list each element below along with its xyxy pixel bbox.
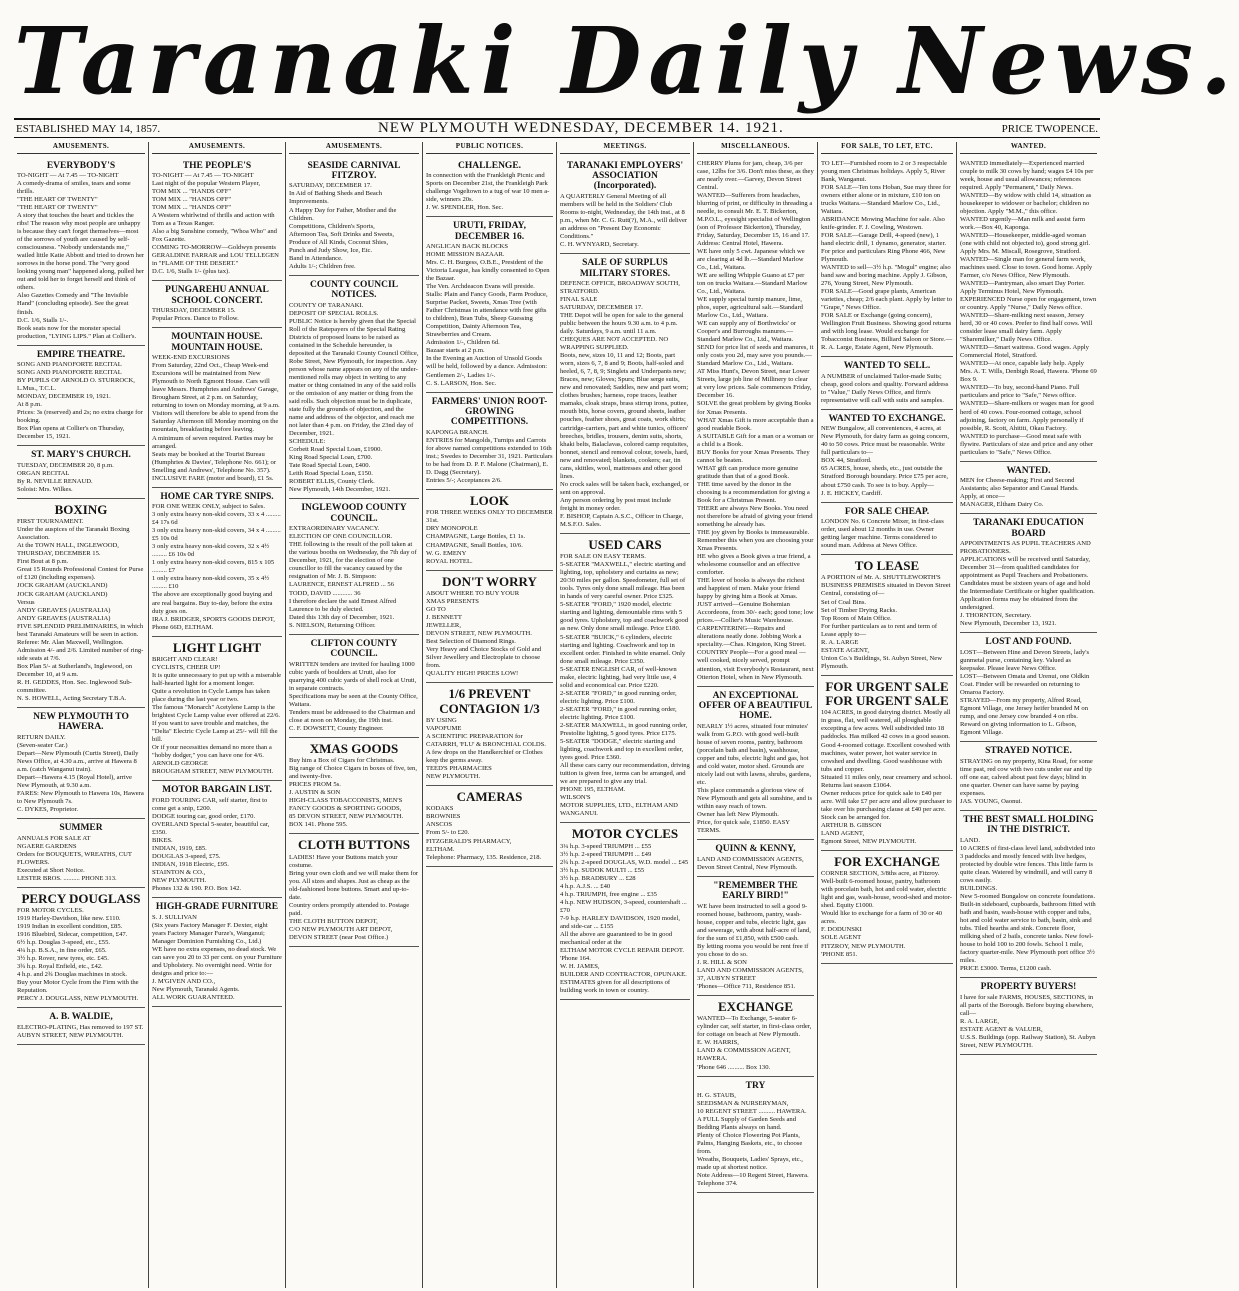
advertisement-headline: STRAYED NOTICE.: [985, 746, 1072, 757]
advertisement: [289, 635, 419, 738]
advertisement: [152, 637, 282, 782]
advertisement-headline: INGLEWOOD COUNTY COUNCIL.: [301, 503, 407, 524]
advertisement-text: A QUARTERLY General Meeting of all members will be held in the Soldiers' Club Rooms to-night, Wednesday, the 14th inst., at 8 p.m., when Mr. C. G. Rutt(?), M.A., will deliver an address on "Present Day Economic Conditions." C. H. WYNYARD, Secretary.: [560, 192, 688, 249]
advertisement-text: ANGLICAN BACK BLOCKS HOME MISSION BAZAAR. Mrs. C. H. Burgess, O.B.E., President of the Victoria League, has kindly consented to Open the Bazaar. The Ven. Archdeacon Evans will preside. Stalls: Plain and Fancy Goods, Farm Produce, Surprise Packet, Sweets, Xmas Tree (with Father Christmas in attendance with free gifts to children), Bran Tubs, Sheep Guessing Competition, Dainty Afternoon Tea, Strawberries and Cream. Admission 1/-, Children 6d. Bazaar starts at 2 p.m. In the Evening an Auction of Unsold Goods will be held, followed by a dance. Admission: Gentlemen 2/-, Ladies 1/-. C. S. LARSON, Hon. Sec.: [426, 243, 550, 387]
advertisement: [289, 157, 419, 276]
advertisement-text: SATURDAY, DECEMBER 17. In Aid of Bathing Sheds and Beach Improvements. A Happy Day for Father, Mother and the Children. Competitions, Children's Sports, Afternoon Tea, Soft Drinks and Sweets, Produce of All Kinds, Coconut Shies, Punch and Judy Show, Ice, Etc. Band in Attendance. Adults 1/-; Children free.: [289, 182, 397, 270]
advertisement: [426, 157, 553, 218]
advertisement: [821, 555, 953, 676]
dateline: [14, 118, 1100, 138]
advertisement-headline: SALE OF SURPLUS MILITARY STORES.: [579, 258, 671, 279]
advertisement: [960, 157, 1097, 462]
advertisement-text: WE have been instructed to sell a good 9-roomed house, bathroom, pantry, wash-house, copper and tubs, electric light, gas and sewerage, with about half-acre of land, for the sum of £1,850, with £500 cash. By letting rooms you would be rent free if you chose to do so. J. R. HILL & SON LAND AND COMMISSION AGENTS, 37, AUBYN STREET 'Phones—Office 711, Residence 851.: [697, 902, 811, 990]
advertisement-headline: 1/6 PREVENT CONTAGION 1/3: [439, 686, 540, 716]
advertisement-headline: SUMMER: [59, 823, 103, 834]
advertisement: [821, 357, 953, 410]
advertisement-headline: EXCHANGE: [717, 999, 794, 1015]
advertisement-headline: CAMERAS: [456, 789, 523, 805]
advertisement: [426, 490, 553, 571]
advertisement: [560, 823, 690, 1000]
advertisement-headline: TO LEASE: [854, 558, 920, 574]
advertisement-headline: EMPIRE THEATRE.: [36, 349, 126, 360]
advertisement-text: WANTED immediately—Experienced married couple to milk 30 cows by hand; wages £4 10s per week, house and usual allowances; references required. Apply "Permanent," Daily News. WANTED—By widow with child 14, situation as housekeeper to widower or bachelor; children no objection. Apply "M.M.," this office. WANTED urgently—Man milk and assist farm work.—Box 40, Kaponga. WANTED—Housekeeper, middle-aged woman (one with child not objected to), good strong girl. Apply Mrs. M. Miscall, Rosegrove, Stratford. WANTED—Single man for general farm work, machines used. Close to town. Good home. Apply Farmer, c/o News Office, New Plymouth. WANTED—Pantryman, also smart Day Porter. Apply Terminus Hotel, New Plymouth. EXPERIENCED Nurse open for engagement, town or country. Apply "Nurse," Daily News office. WANTED—Share-milking next season, Jersey herd, 30 or 40 cows. Prefer to find half cows. Will consider lease small dairy farm. Apply "Sharemilker," Daily News Office. WANTED—Smart waitress. Good wages. Apply Commercial Hotel, Stratford. WANTED—At once, capable lady help. Apply Mrs. A. T. Wills, Denbigh Road, Hawera. 'Phone 69 Box 9. WANTED—To buy, second-hand Piano. Full particulars and price to "Safe," News office. WANTED—Share-milkers or wages man for good herd of 40 cows. Four-roomed cottage, school adjoining, factory on farm. Apply personally if possible, R. Scott, Ahititi, Okau Factory. WANTED to purchase—Good meat safe with flywire. Particulars of size and price and any other particulars to "Safe," News Office.: [960, 159, 1097, 456]
column-6: [693, 142, 817, 1288]
advertisement: [697, 877, 814, 996]
advertisement-headline: SEASIDE CARNIVAL FITZROY.: [307, 160, 401, 181]
advertisement-headline: FOR EXCHANGE: [834, 853, 940, 869]
advertisement-text: LADIES! Have your Buttons match your costume. Bring your own cloth and we will make them for you. All sizes and shapes. Just as cheap as the old-fashioned bone buttons. Smart and up-to-date. Country orders promptly attended to. Postage paid. THE CLOTH BUTTON DEPOT, C/O NEW PLYMOUTH ART DEPOT, DEVON STREET (near Post Office.): [289, 853, 419, 941]
advertisement-text: KAPONGA BRANCH. ENTRIES for Mangolds, Turnips and Carrots for above named competitions extended to 16th inst.; Swedes to December 31, 1921. Particulars to be had from D. P. F. Malone (Chairman), E. D. Dagg (Secretary). Entries 5/-; Acceptances 2/6.: [426, 428, 553, 485]
advertisement-headline: FOR URGENT SALE FOR URGENT SALE: [825, 678, 949, 709]
advertisement: [697, 840, 814, 877]
advertisement-headline: ST. MARY'S CHURCH.: [31, 450, 131, 461]
advertisement: [960, 462, 1097, 515]
advertisement: [426, 393, 553, 491]
advertisement-text: COUNTY OF TARANAKI. DEPOSIT OF SPECIAL ROLLS. PUBLIC Notice is hereby given that the Special Roll of the Ratepayers of the Special Rating Districts of proposed loans to be raised as contained in the Schedule hereunder, is deposited at the Taranaki County Council Office, Robe Street, New Plymouth, for inspection. Any person whose name appears on any of the under-mentioned rolls may object in writing to any matter or thing contained in any of the said rolls or the omission of any matter or thing from the said rolls. Such objection must be in duplicate, state fully the grounds of objection, and the name and address of the objector, and reach me not later than 4 p.m. on Friday, the 23nd day of December, 1921. SCHEDULE: Corbett Road Special Loan, £1900. King Road Special Loan, £700. Tate Road Special Loan, £400. Leith Road Special Loan, £150. ROBERT ELLIS, County Clerk. New Plymouth, 14th December, 1921.: [289, 301, 419, 494]
advertisement-headline: COUNTY COUNCIL NOTICES.: [309, 279, 399, 301]
column-heading: MEETINGS.: [560, 142, 690, 154]
column-heading: AMUSEMENTS.: [289, 142, 419, 154]
advertisement-text: THURSDAY, DECEMBER 15. Popular Prices. Dance to Follow.: [152, 307, 239, 323]
advertisement-headline: LOOK: [469, 493, 509, 509]
column-heading: AMUSEMENTS.: [17, 142, 145, 154]
advertisement-text: DEFENCE OFFICE, BROADWAY SOUTH, STRATFORD. FINAL SALE SATURDAY, DECEMBER 17. THE Depot will be open for sale to the general public between the hours 9.30 a.m. to 4 p.m. daily. Saturdays, 9 a.m. until 11 a.m. CHEQUES ARE NOT ACCEPTED. NO WRAPPING SUPPLIED. Boots, new, sizes 10, 11 and 12; Boots, part worn, sizes 6, 7, 8 and 9; Boots, half-soled and heeled, 6, 7, 8, 9; Singlets and Underpants new; Braces, new; Gloves; Spurs; Blue serge suits, new and renovated; Saddles, new and part worn; clothes brushes; harness, rope traces, leather mamaks, cloak straps, brass stirrup irons, puttee, mouth bits, horse covers, ground sheets, leather pouches, feather shoes, great coats, work shirts; cartridge-carriers, part and white tunics, officers' breeches, bridles, trousers, denim suits, shorts, khaki belts, Balaclavas, colored camp requisites, bonnet, stencil and removal colour, towels, hard, new and renovated; blankets, cookers; ear, tin cans, skittles, wool, mattresses and other good lines. No crock sales will be taken back, exchanged, or sent on approval. Any person ordering by post must include freight in money order. F. BISHOP, Captain A.S.C., Officer in Charge, M.S.F.O. Sales.: [560, 279, 689, 528]
advertisement-headline: HOME CAR TYRE SNIPS.: [160, 491, 274, 502]
place-date-line: NEW PLYMOUTH WEDNESDAY, DECEMBER 14. 1921.: [377, 120, 784, 136]
advertisement-text: I have for sale FARMS, HOUSES, SECTIONS, in all parts of the Borough. Before buying elsewhere, call— R. A. LARGE, ESTATE AGENT & VALUER, U.S.S. Buildings (opp. Railway Station), St. Aubyn Street, NEW PLYMOUTH.: [960, 993, 1096, 1049]
advertisement-headline: MOTOR BARGAIN LIST.: [162, 785, 272, 796]
advertisement: [426, 786, 553, 867]
advertisement-text: FIRST TOURNAMENT. Under the auspices of the Taranaki Boxing Association. At the TOWN HALL, INGLEWOOD, THURSDAY, DECEMBER 15. First Bout at 8 p.m. Great 15 Rounds Professional Contest for Purse of £120 (including expenses). JOCK GRAHAM (AUCKLAND) JOCK GRAHAM (AUCKLAND) Versus ANDY GREAVES (AUSTRALIA) ANDY GREAVES (AUSTRALIA) FIVE SPLENDID PRELIMINARIES, in which best Taranaki Amateurs will be seen in action. Referee: Mr. Alan Maxwell, Wellington. Admission 4/- and 2/6. Limited number of ring-side seats at 7/6. Box Plan 5/- at Sutherland's, Inglewood, on December 10, at 9 a.m. R. H. GEDDES, Hon. Sec. Inglewood Sub-committee. N. S. HOWELL, Acting Secretary T.B.A.: [17, 518, 144, 702]
column-1: [14, 142, 148, 1288]
advertisement-text: EXTRAORDINARY VACANCY. ELECTION OF ONE COUNCILLOR. THE following is the result of the poll taken at the various booths on Wednesday, the 7th day of December, 1921, for the election of one councillor to fill the vacancy caused by the resignation of Mr. J. B. Simpson: LAURENCE, ERNEST ALFRED ... 56 TODD, DAVID ............ 36 I therefore declare the said Ernest Alfred Laurence to be duly elected. Dated this 13th day of December, 1921. S. NIELSON, Returning Officer.: [289, 525, 417, 629]
advertisement: [426, 683, 553, 786]
advertisement-text: STRAYING on my property, Kina Road, for some time past, red cow with two cuts under ear and tip off one ear, calved about past few days; blind in one quarter. Owner can have same by paying expenses. JAS. YOUNG, Oaonui.: [960, 757, 1093, 805]
advertisement: [821, 410, 953, 503]
advertisement: [697, 1077, 814, 1194]
advertisement-headline: THE BEST SMALL HOLDING IN THE DISTRICT.: [963, 814, 1094, 836]
advertisement-text: TO-NIGHT — At 7.45 — TO-NIGHT Last night of the popular Western Player, TOM MIX ... "HANDS OFF" TOM MIX ... "HANDS OFF" TOM MIX ... "HANDS OFF" A Western whirlwind of thrills and action with Tom as a Texas Ranger. Also a big Sunshine comedy, "Whoa Who" and Fox Gazette. COMING TO-MORROW—Goldwyn presents GERALDINE FARRAR and LOU TELLEGEN in "FLAME OF THE DESERT." D.C. 1/6, Stalls 1/- (plus tax).: [152, 171, 279, 276]
advertisement-text: TO-NIGHT — At 7.45 — TO-NIGHT A comedy-drama of smiles, tears and some thrills. "THE HEART OF TWENTY" "THE HEART OF TWENTY" A story that touches the heart and tickles the ribs! The reason why most people are unhappy is because they can't forget themselves—most of the sorrows of youth are caused by self-consciousness. "Nobody understands me," wailed little Katie Abbott and tried to drown her sorrows in the horse pond. The "very good looking young man" happened along, pulled her out and told her to forget herself and think of others. Also Gazettes Comedy and "The Invisible Hand" (concluding episode). See the great finish. D.C. 1/6, Stalls 1/-. Book seats now for the monster special production, "LYING LIPS." Plan at Collier's.: [17, 171, 145, 340]
advertisement-text: ELECTRO-PLATING, Has removed to 197 ST. AUBYN STREET, NEW PLYMOUTH.: [17, 1023, 144, 1039]
advertisement-headline: LIGHT LIGHT: [172, 639, 262, 655]
advertisement-text: H. G. STAUB, SEEDSMAN & NURSERYMAN, 10 REGENT STREET .......... HAWERA. A FULL Supply of Garden Seeds and Bedding Plants always on hand. Plenty of Choice Flowering Pot Plants, Palms, Hanging Baskets, etc., to choose from. Wreaths, Bouquets, Ladies' Sprays, etc., made up at shortest notice. Note Address—10 Regent Street, Hawera. Telephone 374.: [697, 1091, 809, 1188]
advertisement: [560, 157, 690, 255]
advertisement: [960, 633, 1097, 742]
advertisement: [152, 281, 282, 328]
advertisement-headline: BOXING: [54, 501, 108, 517]
advertisement-text: FORD TOURING CAR, self starter, first to come get a snip, £200. DODGE touring car, good order, £170. OVERLAND Special 5-seater, beautiful car, £350. BIKES. INDIAN, 1919, £85. DOUGLAS 3-speed, £75. INDIAN, 1918 Electric, £95. STAINTON & CO., NEW PLYMOUTH. Phones 132 & 190. P.O. Box 142.: [152, 796, 270, 893]
advertisement: [17, 346, 145, 447]
column-heading: AMUSEMENTS.: [152, 142, 282, 154]
advertisement: [560, 254, 690, 534]
advertisement-headline: TARANAKI EMPLOYERS' ASSOCIATION (Incorporated).: [566, 160, 684, 192]
advertisement-headline: MOUNTAIN HOUSE. MOUNTAIN HOUSE.: [171, 332, 263, 353]
advertisement-text: APPOINTMENTS AS PUPIL TEACHERS AND PROBATIONERS. APPLICATIONS will be received until Saturday, December 31—from qualified candidates for appointment as Pupil Teachers and Probationers. Candidates must be sixteen years of age and hold the Intermediate Certificate or higher qualification. Application forms may be obtained from the undersigned. J. THORNTON, Secretary. New Plymouth, December 13, 1921.: [960, 540, 1095, 628]
advertisement-headline: NEW PLYMOUTH TO HAWERA.: [33, 711, 129, 733]
advertisement-text: FOR SALE ON EASY TERMS. 5-SEATER "MAXWELL," electric starting and lighting, top, upholstery and curtains as new; 20/30 miles per gallon. Speedometer, full set of tools. Tyres only done small mileage. Has been in hands of very careful owner. Price £325. 5-SEATER "FORD," 1920 model, electric starting and lighting, demountable rims with 5 good tyres. Upholstery, top and coachwork good as new. Only done small mileage. Price £180. 5-SEATER "BUICK," 6 cylinders, electric starting and lighting. Coachwork and top in excellent order. Finished in white enamel. Only done small mileage. Price £350. 5-SEATER ENGLISH CAR, of well-known make, electric lighting, had very little use, 4 solid and economical car. Price £220. 2-SEATER "FORD," in good running order, electric lighting. Price £100. 2-SEATER "FORD," in good running order, electric lighting. Price £100. 2-SEATER MAXWELL, in good running order, Prestolite lighting, 5 good tyres. Price £175. 5-SEATER "DODGE," electric starting and lighting, coachwork and top in excellent order, tyres good. Price £360. All these cars carry our recommendation, driving tuition is given free, terms can be arranged, and we are prepared to give any trial. PHONE 195, ELTHAM. WILSON'S MOTOR SUPPLIES, LTD., ELTHAM AND WANGANUI.: [560, 553, 690, 818]
advertisement: [17, 446, 145, 499]
column-7: [817, 142, 956, 1288]
column-5: [556, 142, 693, 1288]
advertisement-headline: USED CARS: [588, 536, 662, 552]
advertisement-headline: A. B. WALDIE,: [49, 1012, 113, 1023]
advertisement: [426, 571, 553, 684]
advertisement-text: WANTED—To Exchange, 5-seater 6-cylinder car, self starter, in first-class order, for cottage on beach at New Plymouth. E. W. HARRIS, LAND & COMMISSION AGENT, HAWERA. 'Phone 646 .......... Box 130.: [697, 1015, 812, 1071]
advertisement: [17, 708, 145, 819]
advertisement-text: ABOUT WHERE TO BUY YOUR XMAS PRESENTS GO TO J. BENNETT JEWELLER, DEVON STREET, NEW PLYMOUTH. Best Selection of Diamond Rings. Very Heavy and Choice Stocks of Gold and Silver Jewellery and Electroplate to choose from. QUALITY HIGH! PRICES LOW!: [426, 589, 542, 678]
advertisement: [821, 676, 953, 851]
advertisement: [289, 834, 419, 947]
advertisement-text: S. J. SULLIVAN (Six years Factory Manager F. Dexter, eight years Factory Manager Furze's, Wanganui; Manager Dominion Furnishing Co., Ltd.) WE have no extra expenses, no dead stock. We can save you 20 to 33 per cent. on your Furniture and Upholstery. No overnight need. Write for designs and price to:— J. M'GIVEN AND CO., New Plymouth, Taranaki Agents. ALL WORK GUARANTEED.: [152, 913, 282, 1001]
column-heading: FOR SALE, TO LET, ETC.: [821, 142, 953, 154]
advertisement: [960, 514, 1097, 633]
advertisement-text: CORNER SECTION, 3/8ths acre, at Fitzroy. Well-built 6-roomed house, pantry, bathroom with porcelain bath, hot and cold water, electric light and gas, wash-house, wood-shed and motor-shed. Equity £1000. Would like to exchange for a farm of 30 or 40 acres. F. DODUNSKI SOLE AGENT FITZROY, NEW PLYMOUTH. 'PHONE 851.: [821, 870, 952, 958]
advertisement: [426, 217, 553, 392]
advertisement: [697, 157, 814, 687]
advertisement-headline: PERCY DOUGLASS: [21, 890, 141, 906]
advertisement: [152, 488, 282, 637]
advertisement-text: LONDON No. 6 Concrete Mixer, in first-class order, used about 12 months in use. Owner getting larger machine. Terms considered to sound man. Address at News Office.: [821, 518, 944, 550]
advertisement-headline: CLOTH BUTTONS: [297, 837, 411, 853]
advertisement: [17, 499, 145, 708]
advertisement: [152, 898, 282, 1007]
advertisement-text: 3¼ h.p. 3-speed TRIUMPH ... £55 3½ h.p. 2-speed TRIUMPH ... £49 2¾ h.p. 2-speed DOUGLAS, W.D. model ... £45 3½ h.p. SUDOK MULTI ... £55 3½ h.p. BRADBURY ... £28 4 h.p. A.J.S. ... £40 4 h.p. TRIUMPH, free engine ... £35 4 h.p. NEW HUDSON, 3-speed, countershaft ... £70 7-9 h.p. HARLEY DAVIDSON, 1920 model, and side-car ... £155 All the above are guaranteed to be in good mechanical order at the ELTHAM MOTOR CYCLE REPAIR DEPOT. 'Phone 164. W. H. JAMES, BUILDER AND CONTRACTOR, OPUNAKE. ESTIMATES given for all descriptions of building work in town or country.: [560, 842, 689, 995]
advertisement: [289, 499, 419, 634]
advertisement: [697, 687, 814, 841]
advertisement-headline: XMAS GOODS: [309, 740, 399, 756]
column-heading: MISCELLANEOUS.: [697, 142, 814, 154]
column-heading: WANTED.: [960, 142, 1097, 154]
advertisement: [960, 811, 1097, 978]
advertisement: [17, 888, 145, 1009]
advertisement-headline: PUNGAREHU ANNUAL SCHOOL CONCERT.: [165, 285, 269, 306]
advertisement: [17, 1008, 145, 1045]
advertisement: [697, 996, 814, 1077]
advertisement-headline: WANTED TO SELL.: [843, 361, 931, 372]
advertisement: [289, 738, 419, 835]
advertisement-headline: "REMEMBER THE EARLY BIRD!": [713, 880, 798, 902]
advertisement-headline: LOST AND FOUND.: [985, 637, 1072, 648]
advertisement-text: A NUMBER of unclaimed Tailor-made Suits; cheap, good colors and quality. Forward address to "Value," Daily News Office, and firm's representative will call with suits and samples.: [821, 372, 949, 404]
advertisement-text: WRITTEN tenders are invited for hauling 1000 cubic yards of boulders at Uruti, also for quarrying 400 cubic yards of shell rock at Uruti, in separate contracts. Specifications may be seen at the County Office, Waitara. Tenders must be addressed to the Chairman and close at noon on Monday, the 19th inst. C. F. DOWSETT, County Engineer.: [289, 660, 418, 732]
advertisement-headline: FARMERS' UNION ROOT-GROWING COMPETITIONS.: [431, 396, 548, 428]
advertisement-text: A PORTION of Mr. A. SHUTTLEWORTH'S BUSINESS PREMISES situated in Devon Street Central, consisting of— Set of Coal Bins. Set of Timber Drying Racks. Top Room of Main Office. For further particulars as to rent and term of Lease apply to— R. A. LARGE ESTATE AGENT, Union Co.'s Buildings, St. Aubyn Street, New Plymouth.: [821, 574, 951, 670]
advertisement-text: Buy him a Box of Cigars for Christmas. Big range of Choice Cigars in boxes of five, ten, and twenty-five. PRICES FROM 5s. J. AUSTIN & SON HIGH-CLASS TOBACCONISTS, MEN'S FANCY GOODS & SPORTING GOODS, 85 DEVON STREET, NEW PLYMOUTH. BOX 141. Phone 595.: [289, 757, 417, 829]
column-8: [956, 142, 1100, 1288]
advertisement-headline: DON'T WORRY: [442, 573, 537, 589]
advertisement-headline: EVERYBODY'S: [46, 160, 116, 171]
advertisement-headline: WANTED.: [1006, 465, 1051, 476]
column-4: [422, 142, 556, 1288]
advertisement-text: BY USING VAPOFUME A SCIENTIFIC PREPARATION for CATARRH, 'FLU' & BRONCHIAL COLDS. A few drops on the Handkerchief or Clothes keep the germs away. TEED'S PHARMACIES NEW PLYMOUTH.: [426, 716, 546, 781]
advertisement: [289, 276, 419, 500]
advertisement: [821, 503, 953, 556]
established-line: ESTABLISHED MAY 14, 1857.: [16, 122, 161, 135]
advertisement-headline: QUINN & KENNY,: [715, 844, 796, 855]
advertisement-text: TO LET—Furnished room to 2 or 3 respectable young men Christmas holidays. Apply 5, River Bank, Wanganui. FOR SALE—Ten tons Hoban, Sue may three for owners either alone or in mixture, £10 ton on trucks Waitara.—Standard Marlow Co., Ltd., Waitara. ABRIDANCE Mowing Machine for sale. Also knife-grinder. F. J. Cowling, Westown. FOR SALE—Garage Drill, 4-speed (new), 1 hand electric drill, 1 dynamo, generator, starter. For price and particulars Ring Phone 466, New Plymouth. WANTED to sell—3½ h.p. "Mogul" engine; also band saw and boring machine. Apply J. Gibson, 276, Young Street, New Plymouth. FOR SALE—Good grape plants, American varieties, cheap; 2/6 each plant. Apply by letter to "Grape," News Office. FOR SALE or Exchange (going concern), Wellington Fruit Business. Showing good returns and with long lease. Would exchange for Tobacconist Business, Billiard Saloon or Store.—R. A. Large, Estate Agent, New Plymouth.: [821, 159, 953, 352]
advertisement-text: RETURN DAILY. (Seven-seater Car.) Depart—New Plymouth (Curtis Street), Daily News Office, at 4.30 a.m., arrive at Hawera 8 a.m. (catch Wanganui train). Depart—Hawera 4.15 (Royal Hotel), arrive New Plymouth, at 9.30 a.m. FARES: New Plymouth to Hawera 10s, Hawera to New Plymouth 7s. C. DYKES, Proprietor.: [17, 733, 144, 814]
advertisement-headline: AN EXCEPTIONAL OFFER OF A BEAUTIFUL HOME.: [698, 690, 813, 722]
advertisement-headline: HIGH-GRADE FURNITURE: [155, 902, 279, 913]
advertisement-headline: WANTED TO EXCHANGE.: [828, 413, 946, 424]
advertisement-text: ANNUALS FOR SALE AT NGAERE GARDENS Orders for BOUQUETS, WREATHS, CUT FLOWERS. Executed at Short Notice. LESTER BROS. .......... PHONE 313.: [17, 834, 132, 882]
advertisement-headline: TARANAKI EDUCATION BOARD: [973, 518, 1084, 539]
advertisement-headline: CLIFTON COUNTY COUNCIL.: [310, 638, 398, 660]
advertisement-headline: PROPERTY BUYERS!: [980, 982, 1077, 993]
advertisement-headline: MOTOR CYCLES: [571, 826, 679, 842]
advertisement-text: NEARLY 1½ acres, situated four minutes' walk from G.P.O. with good well-built house of seven rooms, pantry, bathroom (porcelain bath and basin), washhouse, copper and tubs, electric light and gas, hot and cold water, motor shed. Grounds are nicely laid out with lawns, shrubs, gardens, etc. This place commands a glorious view of New Plymouth and gets all sunshine, and is within easy reach of town. Owner has left New Plymouth. Price, for quick sale, £1850. EASY TERMS.: [697, 722, 813, 835]
advertisement-headline: THE PEOPLE'S: [182, 160, 252, 171]
price-line: PRICE TWOPENCE.: [1001, 122, 1098, 135]
advertisement-text: TUESDAY, DECEMBER 20, 8 p.m. ORGAN RECITAL By R. NEVILLE RENAUD. Soloist: Mrs. Wilkes.: [17, 461, 114, 493]
advertisement-text: NEW Bungalow, all conveniences, 4 acres, at New Plymouth, for dairy farm as going concern, 40 to 50 cows. Price must be reasonable. Write full particulars to— BOX 44, Stratford. 65 ACRES, house, sheds, etc., just outside the Stratford Borough boundary. Price £75 per acre, about £750 cash. To see is to buy. Apply— J. E. HICKEY, Cardiff.: [821, 425, 949, 497]
advertisement-headline: URUTI, FRIDAY, DECEMBER 16.: [453, 221, 526, 242]
advertisement-text: FOR THREE WEEKS ONLY TO DECEMBER 31st. DRY MONOPOLE CHAMPAGNE, Large Bottles, £1 1s. CHAMPAGNE, Small Bottles, 10/6. W. G. EMENY ROYAL HOTEL.: [426, 509, 553, 565]
advertisement-text: KODAKS BROWNIES ANSCOS From 5/- to £20. FITZGERALD'S PHARMACY, ELTHAM. Telephone: Pharmacy, 135. Residence, 218.: [426, 805, 542, 861]
advertisement-text: FOR MOTOR CYCLES. 1919 Harley-Davidson, like new. £110. 1919 Indian in excellent condition, £85. 1916 Bluebird, Sidecar, competition, £47. 6½ h.p. Douglas 3-speed, etc., £55. 4¼ h.p. B.S.A., in fine order, £65. 3½ h.p. Rover, new tyres, etc. £45. 3¾ h.p. Royal Enfield, etc., £42. 4 h.p. and 2¾ Douglas machines in stock. Buy your Motor Cycle from the Firm with the Reputation. PERCY J. DOUGLASS, NEW PLYMOUTH.: [17, 907, 139, 1003]
advertisement-text: LAND. 10 ACRES of first-class level land, subdivided into 3 paddocks and mostly fenced with live hedges, protected by double wire fences. This little farm is quite clean. Watered by windmill, and will carry 8 cows easily. BUILDINGS. New 5-roomed Bungalow on concrete foundations. Built-in sideboard, cupboards, bathroom fitted with bath and basin, wash-house with copper and tubs, hot and cold water service to bath, basin, sink and tubs. Tiled hearths and sink. Concrete floor, milking shed of 2 bails, concrete tanks. New fowl-house to hold 100 to 200 fowls. School 1 mile, factory quarter-mile. New Plymouth port office 3½ miles. PRICE £3000. Terms, £1200 cash.: [960, 836, 1096, 973]
advertisement-text: FOR ONE WEEK ONLY, subject to Sales. 3 only extra heavy non-skid covers, 33 x 4 ......... £4 17s 6d 3 only extra heavy non-skid covers, 34 x 4 ......... £5 10s 0d 3 only extra heavy non-skid covers, 32 x 4½ ......... £6 10s 0d 1 only extra heavy non-skid covers, 815 x 105 ......... £7 1 only extra heavy non-skid covers, 35 x 4½ ......... £10 The above are exceptionally good buying and are real bargains. Buy to-day, before the extra duty goes on. IRA J. BRIDGER, SPORTS GOODS DEPOT, Phone 66D, ELTHAM.: [152, 503, 281, 631]
advertisement-text: 104 ACRES, in good dairying district. Mostly all in grass, flat, well watered, all ploughable excepting a few acres. Well subdivided into 18 paddocks. Has milked 42 cows in a good season. Good 4-roomed cottage. Excellent cowshed with machines, water power, hot water service in cowshed and dwelling. Good washhouse with tubs and copper. Situated 11 miles only, near creamery and school. Returns last season £1064. Owner reduces price for quick sale to £40 per acre. Will take £7 per acre and allow purchaser to take over his purchasing clause at £40 per acre. Stock can be arranged for. ARTHUR B. GIBSON LAND AGENT, Egmont Street, NEW PLYMOUTH.: [821, 709, 952, 845]
advertisement: [152, 328, 282, 487]
masthead-title: Taranaki Daily News.: [14, 7, 1239, 115]
advertisement: [152, 781, 282, 898]
advertisement-headline: FOR SALE CHEAP.: [844, 506, 930, 517]
advertisement: [560, 534, 690, 823]
column-heading: PUBLIC NOTICES.: [426, 142, 553, 154]
column-3: [285, 142, 422, 1288]
masthead: [14, 6, 1239, 116]
advertisement-text: WEEK-END EXCURSIONS From Saturday, 22nd Oct., Cheap Week-end Excursions will be maintained from New Plymouth to North Egmont House. Cars will leave Messrs. Humphries and Andrews' Garage, Brougham Street, at 2 p.m. on Saturday, returning to town on Monday morning, at 9 a.m. Visitors will therefore be able to spend from the Saturday Afternoon till Monday morning on the mountain, breakfasting before leaving. A minimum of seven required. Parties may be arranged. Seats may be booked at the Tourist Bureau (Humphries & Davies', Telephone No. 661); or Smelling and Andrews', Telephone No. 357). INCLUSIVE FARE (motor and board), £1 5s.: [152, 354, 280, 482]
advertisement: [152, 157, 282, 282]
advertisement-text: SONG AND PIANOFORTE RECITAL SONG AND PIANOFORTE RECITAL BY PUPILS OF ARNOLD O. STURROCK, L.Mus., T.C.L. MONDAY, DECEMBER 19, 1921. At 8 p.m. Prices: 3s (reserved) and 2s; no extra charge for booking. Box Plan opens at Collier's on Thursday, December 15, 1921.: [17, 361, 143, 441]
advertisement-text: BRIGHT AND CLEAR! CYCLISTS, CHEER UP! It is quite unnecessary to put up with a miserable half-hearted light for a moment longer. Quite a revolution in Cycle Lamps has taken place during the last year or two. The famous "Monarch" Acetylene Lamp is the brightest Cycle Lamp value ever offered at 22/6. If you want to save trouble and matches, the "Delta" Electric Cycle Lamp at 25/- will fill the bill. Or if your necessities demand no more than a "hobby dodger," you can have one for 4/6. ARNOLD GEORGE BROUGHAM STREET, NEW PLYMOUTH.: [152, 655, 282, 776]
advertisement: [17, 157, 145, 346]
advertisement-text: CHERRY Plums for jam, cheap, 3/6 per case, 12lbs for 3/6. Don't miss these, as they are nearly over.—Garvey, Devon Street Central. WANTED—Sufferers from headaches, blurring of print, or difficulty in threading a needle, to consult Mr. E. T. Bickerton, M.P.O.L., eyesight specialist of Wellington (son of Professor Bickerton), Thursday, Friday, Saturday, December 15, 16 and 17. Address: Central Hotel, Hawera. WE have only 5 cwt. Japanese which we are clearing at 4d lb.—Standard Marlow Co., Ltd., Waitara. WE are selling Whipple Guano at £7 per ton on trucks Waitara.—Standard Marlow Co., Ltd., Waitara. WE supply special turnip manure, lime, phos, super, agricultural salt.—Standard Marlow Co., Ltd., Waitara. WE can supply any of Borthwicks' or Cooper's and Burroughs manures.—Standard Marlow Co., Ltd., Waitara. SEND for price list of seeds and manures, it only costs you 2d, may save you pounds.—Standard Marlow Co., Ltd., Waitara. AT Miss Hunt's, Devon Street, near Lower Streets, large job line of Millinery to clear at very low prices. Sale commences Friday, December 16. SOLVE the great problem by giving Books for Xmas Presents. WHAT Xmas Gift is more acceptable than a good readable Book. A SUITABLE Gift for a man or a woman or a child is a Book. BUY Books for your Xmas Presents. They cannot be beaten. WHAT gift can produce more genuine gratitude than that of a good Book. THE time saved by the donor in the choosing is a recommendation for giving a Book for a Christmas Present. THERE are always New Books. You need not therefore be afraid of giving your friend something he already has. THE joy given by Books is immeasurable. Remember this when you are choosing your Xmas Presents. HE who gives a Book gives a true friend, a wholesome counsellor and an effective comforter. THE lover of books is always the richest and happiest of men. Make your friend happy by giving him a Book at Xmas. JUST arrived—Genuine Bohemian Accordeons, from 30/- each; good tone; low prices.—Collier's Music Warehouse. CARPENTERING—Repairs and alterations neatly done. Jobbing Work a speciality.—Chas. Kingston, King Street. COUNTRY People—For a good meal — well cooked, nicely served, prompt attention, visit Everybody's Restaurant, next Otterton Hotel, when in New Plymouth.: [697, 159, 814, 681]
advertisement-text: In connection with the Frankleigh Picnic and Sports on December 21st, the Frankleigh Park challenge Vogeltown to a tug of war 10 men a-side, winners 20s. J. W. SPENDLER, Hon. Sec.: [426, 171, 550, 212]
advertisement: [17, 819, 145, 888]
advertisement: [821, 157, 953, 358]
advertisement-text: LAND AND COMMISSION AGENTS, Devon Street Central, New Plymouth.: [697, 855, 804, 871]
advertisement-text: MEN for Cheese-making; First and Second Assistants; also Separator and Casual Hands. Apply, at once— MANAGER, Eltham Dairy Co.: [960, 477, 1079, 509]
advertisement-text: LOST—Between Hine and Devon Streets, lady's gunmetal purse, containing key. Valued as keepsake. Please leave News Office. LOST—Between Omata and Urenui, one Oldkin Coat. Finder will be rewarded on returning to Omaroa Factory. STRAYED—From my property, Alfred Road, Egmont Village, one Jersey heifer branded M on rump, and one Jersey cow branded 4 on ribs. Reward on giving information to L. Gibson, Egmont Village.: [960, 648, 1090, 737]
advertisement-headline: TRY: [745, 1080, 766, 1091]
advertisement-headline: CHALLENGE.: [457, 160, 522, 171]
advertisement: [821, 851, 953, 964]
advertisement: [960, 742, 1097, 811]
column-2: [148, 142, 285, 1288]
advertisement: [960, 978, 1097, 1055]
